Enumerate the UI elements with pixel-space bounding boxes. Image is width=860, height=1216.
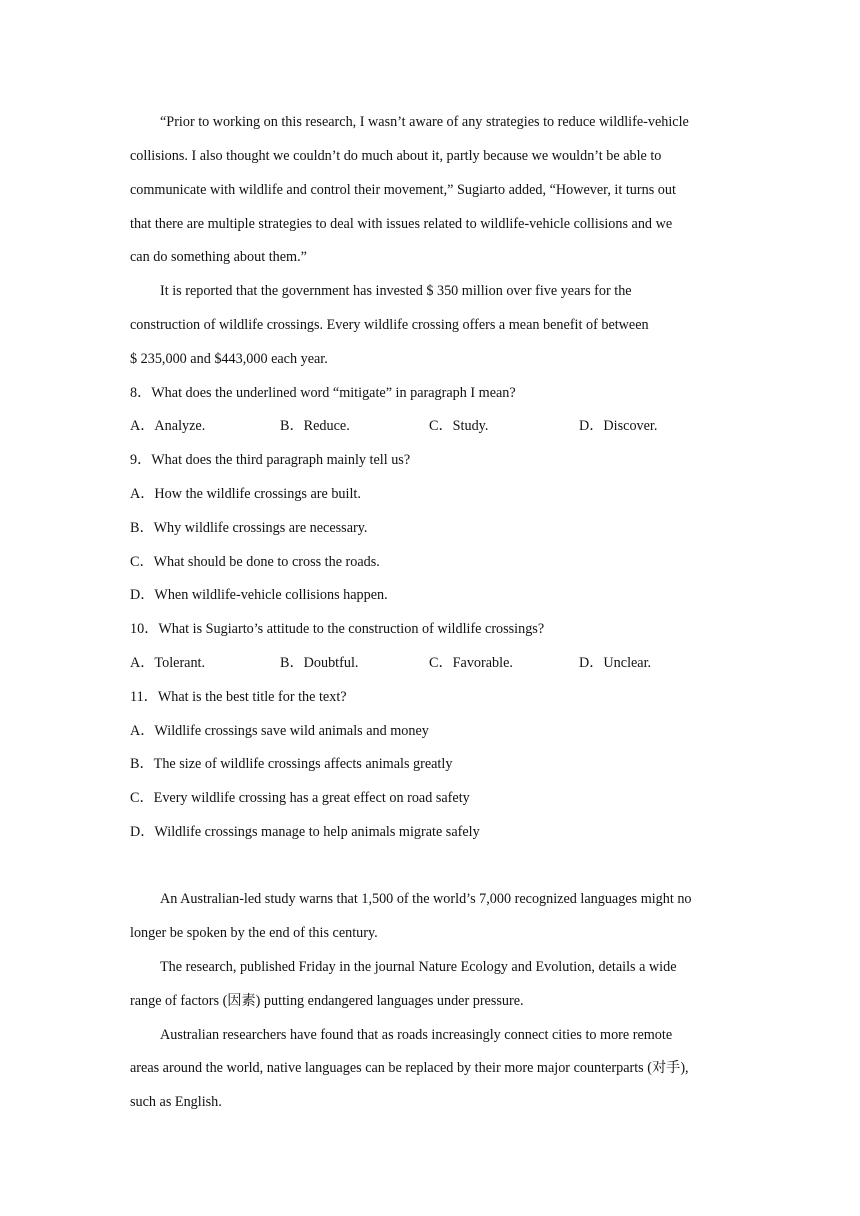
question-9-stem: 9．What does the third paragraph mainly tell us? <box>130 452 411 468</box>
q11-option-d: D．Wildlife crossings manage to help animals migrate safely <box>130 824 480 840</box>
passage1-p2-line2: construction of wildlife crossings. Every wildlife crossing offers a mean benefit of between <box>130 317 649 333</box>
q9-option-c: C．What should be done to cross the roads. <box>130 554 380 570</box>
q9-option-d: D．When wildlife-vehicle collisions happen. <box>130 587 388 603</box>
q11-option-c: C．Every wildlife crossing has a great effect on road safety <box>130 790 470 806</box>
q8-option-d: D．Discover. <box>579 418 658 434</box>
passage1-p1-line1: “Prior to working on this research, I wasn’t aware of any strategies to reduce wildlife-vehicle <box>160 114 689 130</box>
q10-option-c: C．Favorable. <box>429 655 513 671</box>
question-11-stem: 11．What is the best title for the text? <box>130 689 347 705</box>
passage2-p1-line2: longer be spoken by the end of this century. <box>130 925 378 941</box>
passage2-p3-line3: such as English. <box>130 1094 222 1110</box>
passage2-p1-line1: An Australian-led study warns that 1,500 of the world’s 7,000 recognized languages might no <box>160 891 692 907</box>
passage1-p1-line2: collisions. I also thought we couldn’t do much about it, partly because we wouldn’t be able to <box>130 148 662 164</box>
q9-option-a: A．How the wildlife crossings are built. <box>130 486 361 502</box>
passage1-p2-line1: It is reported that the government has invested $ 350 million over five years for the <box>160 283 632 299</box>
passage1-p1-line5: can do something about them.” <box>130 249 307 265</box>
passage2-p2-line2: range of factors (因素) putting endangered languages under pressure. <box>130 993 524 1009</box>
question-10-stem: 10．What is Sugiarto’s attitude to the construction of wildlife crossings? <box>130 621 545 637</box>
q8-option-b: B．Reduce. <box>280 418 350 434</box>
q8-option-a: A．Analyze. <box>130 418 206 434</box>
passage2-p3-line1: Australian researchers have found that as roads increasingly connect cities to more remote <box>160 1027 673 1043</box>
q11-option-b: B．The size of wildlife crossings affects animals greatly <box>130 756 453 772</box>
q8-option-c: C．Study. <box>429 418 489 434</box>
question-8-stem: 8．What does the underlined word “mitigate” in paragraph I mean? <box>130 385 516 401</box>
passage2-p3-line2: areas around the world, native languages can be replaced by their more major counterparts (对手), <box>130 1060 689 1076</box>
q10-option-a: A．Tolerant. <box>130 655 206 671</box>
q9-option-b: B．Why wildlife crossings are necessary. <box>130 520 368 536</box>
q10-option-d: D．Unclear. <box>579 655 652 671</box>
passage1-p2-line3: $ 235,000 and $443,000 each year. <box>130 351 328 367</box>
q10-option-b: B．Doubtful. <box>280 655 359 671</box>
passage1-p1-line4: that there are multiple strategies to deal with issues related to wildlife-vehicle collisions and we <box>130 216 673 232</box>
passage2-p2-line1: The research, published Friday in the journal Nature Ecology and Evolution, details a wide <box>160 959 677 975</box>
passage1-p1-line3: communicate with wildlife and control their movement,” Sugiarto added, “However, it turns out <box>130 182 676 198</box>
q11-option-a: A．Wildlife crossings save wild animals and money <box>130 723 429 739</box>
